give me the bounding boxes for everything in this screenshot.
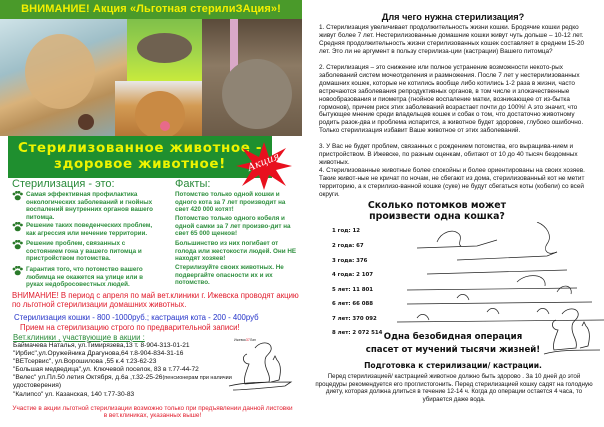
paw-icon: [12, 240, 23, 250]
sterilization-item: Решение проблем, связанных с состоянием гона у вашего питомца и пристройством потомства.: [12, 240, 162, 263]
operation-slogan-line-1: Одна безобидная операция: [383, 332, 523, 342]
offspring-count: 5 лет: 11 801: [332, 287, 374, 293]
fact-item: Потомство только одной кошки и одного кота за 7 лет производит на свет 420 000 котят!: [175, 191, 286, 214]
clinic-entry: "Ирбис",ул.Оружейника Драгунова,64 т.8-904-834-31-16: [13, 350, 184, 357]
why-sterilize-title: Для чего нужна стерилизация?: [381, 12, 525, 22]
flyer-right-page: [302, 0, 604, 427]
clinic-note: (пенсионерам при наличии: [162, 375, 232, 381]
fact-item: Стерилизуйте своих животных. Не подвергайте опасности их и их потомство.: [175, 264, 284, 287]
offspring-count: 1 год: 12: [332, 228, 361, 234]
photo-cat-sleeping: [127, 19, 211, 81]
attention-notice: ВНИМАНИЕ! В период с апреля по май вет.клиники г. Ижевска проводят акцию по льготной стерилизации домашних животных.: [12, 291, 299, 309]
main-slogan-banner: [8, 136, 272, 178]
facts-title: Факты:: [175, 178, 211, 190]
pet-photo-collage: [0, 19, 302, 136]
operation-slogan-line-2: спасет от мучений тысячи жизней!: [365, 345, 541, 355]
footer-note: Участие в акции льготной стерилизации возможно только при предъявлении данной листовки в вет.клиниках, указанных выше!: [12, 405, 293, 420]
dog-cat-logo-icon: [225, 338, 295, 394]
preparation-title: Подготовка к стерилизации/ кастрации.: [364, 361, 542, 370]
reason-paragraph: 4. Стерилизованные животные более спокойны и более ориентированы на своих хозяев. Такие живот-ные не кричат по ночам, не сбегают из дома, стерилизованный кот не метит территорию, а к стерилизо-ванной кошке (суке) не будут сбегаться коты (кобели) со всей округи.: [319, 167, 585, 198]
slogan-line-1: Стерилизованное животное -: [17, 140, 263, 156]
price-list: Стерилизация кошки - 800 -1000руб.; кастрация кота - 200 - 400руб: [14, 313, 259, 322]
sterilization-item: Самая эффективная профилактика онкологических заболеваний и гнойных воспалений внутренних органов вашего питомца.: [12, 191, 162, 221]
offspring-count: 6 лет: 66 088: [332, 301, 374, 307]
reason-paragraph: 2. Стерилизация – это снижение или полное устранение возможности некото-рых заболеваний систем мочеотделения и размножения. После 7 лет у нестерилизованных домашних кошек, которые не котились вообще либо котились 1-2 раза в жизни, часто встречаются заболевания репродуктивных органов, в том числе и злокачественные новообразования и пиометра (гнойное воспаление матки, возникающее от из-бытка гормонов), причем риск этих заболеваний возрастает почти до 100%! А это значит, что бытующее мнение среди владельцев кошек и собак о том, что достаточно животному родить разок-два и проблема испарится, а животное будет здоровее, глубоко ошибочно. Только стерилизация избавит Ваше животное от этих заболеваний.: [319, 64, 584, 135]
preparation-text: Перед стерилизацией/ кастрацией животное должно быть здорово . За 10 дней до этой процедуры рекомендуется его проглистогонить. Перед стерилизацией кошку садят на голодную диету, которая должна длиться в течение 12-14 ч. Когда до операции остается 4 часа, то убирается даже вода.: [315, 373, 593, 403]
appointment-note: Прием на стерилизацию строго по предварительной записи!: [20, 323, 240, 332]
fact-item: Большинство из них погибает от голода или жестокости людей. Они НЕ находят хозяев!: [175, 240, 297, 263]
photo-dog-running: [0, 19, 127, 136]
attention-top-bar: ВНИМАНИЕ! Акция «Льготная стерилиЗАция»!: [0, 0, 302, 19]
logo-caption: Ижевск37Лап: [234, 338, 256, 342]
reason-paragraph: 1. Стерилизация увеличивает продолжительность жизни кошки. Бродячие кошки редко живут более 7 лет. Нестерилизованные домашние кошки живут чуть дольше – 10-12 лет. Средняя продолжительность жизни стерилизованных кошек составляет в среднем 15-20 лет. Это ли не аргумент в пользу стерилиза-ции (кастрации) Вашего питомца?: [319, 24, 585, 55]
paw-icon: [12, 266, 23, 276]
sterilization-item: Решение таких поведенческих проблем, как агрессия или мечение территории.: [12, 222, 162, 237]
slogan-line-2: здоровое животное!: [54, 156, 226, 172]
offspring-count: 7 лет: 370 092: [332, 316, 377, 322]
offspring-title: Сколько потомков может произвести одна кошка?: [367, 200, 507, 222]
clinic-entry: "Велес" ул.Пл.50 летия Октября, д.6а ,т.32-25-26(пенсионерам при наличии: [13, 374, 232, 381]
sterilization-item: Гарантия того, что потомство вашего любимца не окажется на улице или в руках недобросовестных людей.: [12, 266, 162, 289]
dog-cat-logo-icon: [542, 300, 604, 360]
paw-icon: [12, 191, 23, 201]
fact-item: Потомство только одного кобеля и одной самки за 7 лет произво-дит на свет 65 000 щенков!: [175, 215, 291, 238]
offspring-count: 4 года: 2 107: [332, 272, 374, 278]
clinics-title: Вет.клиники , участвующие в акции :: [13, 333, 145, 342]
promo-star-text: Акция: [246, 151, 282, 174]
reason-paragraph: 3. У Вас не будет проблем, связанных с рождением потомства, его выращива-нием и пристройством. В Ижевске, по разным оценкам, обитают от 10 до 40 тысяч бездомных животных.: [319, 143, 578, 166]
photo-dog-smiling: [115, 81, 202, 136]
offspring-count: 3 года: 376: [332, 258, 368, 264]
photo-kitten-playing: [202, 19, 302, 136]
clinic-entry: Баймачева Наталья, ул.Тимирязева,13 т. 8-904-313-01-21: [13, 342, 190, 349]
clinic-entry: "Калипсо" ул. Казанская, 140 т.77-30-83: [13, 391, 135, 398]
clinic-entry: удостоверения): [13, 382, 62, 389]
sterilization-title: Стерилизация - это:: [12, 178, 115, 190]
offspring-count: 8 лет: 2 072 514: [332, 330, 383, 336]
clinic-entry: "Большая медведица",ул. Ключевой поселок, 83 в т.77-44-72: [13, 366, 199, 373]
offspring-count: 2 года: 67: [332, 243, 364, 249]
paw-icon: [12, 222, 23, 232]
clinic-entry: "ВЕТсервис", ул.Ворошилова ,55 к.4 т.23-62-23: [13, 358, 157, 365]
